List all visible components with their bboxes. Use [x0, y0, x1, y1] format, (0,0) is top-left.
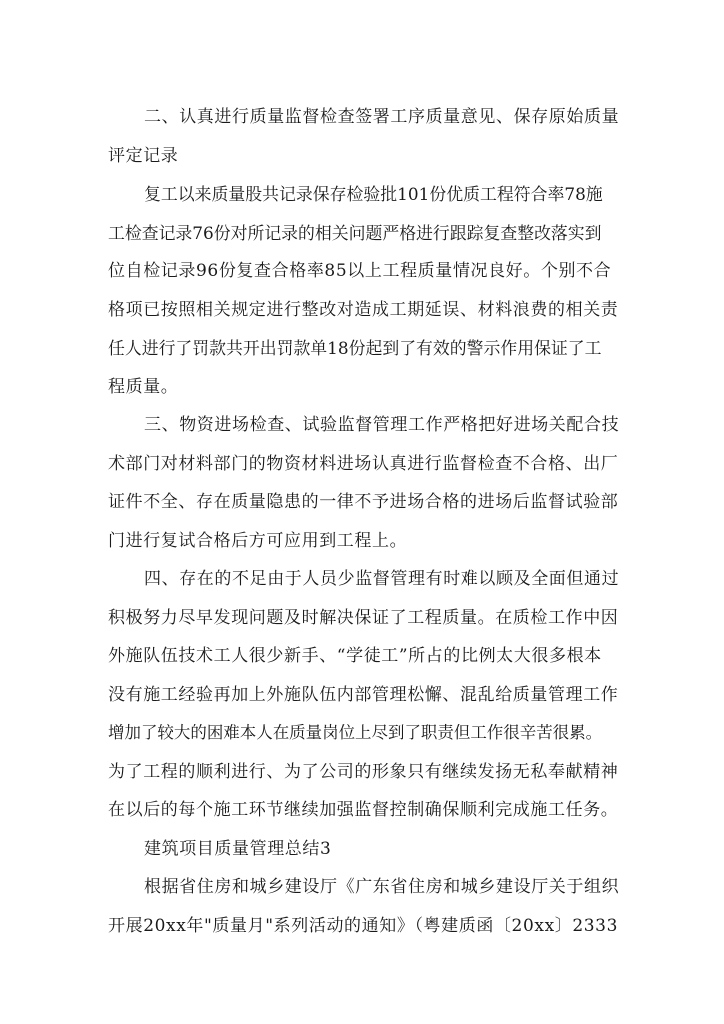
text-line: 门进行复试合格后方可应用到工程上。 [108, 530, 408, 551]
text-line: 没有施工经验再加上外施队伍内部管理松懈、混乱给质量管理工作 [108, 684, 619, 705]
text-line: 四、存在的不足由于人员少监督管理有时难以顾及全面但通过 [144, 569, 620, 589]
text-line: 复工以来质量股共记录保存检验批101份优质工程符合率78施 [144, 184, 603, 204]
document-body [108, 98, 620, 945]
text-line: 增加了较大的困难本人在质量岗位上尽到了职责但工作很辛苦很累。 [108, 723, 603, 742]
text-line: 工检查记录76份对所记录的相关问题严格进行跟踪复查整改落实到 [108, 222, 602, 243]
text-line: 二、认真进行质量监督检查签署工序质量意见、保存原始质量 [144, 107, 620, 127]
text-line: 开展20xx年"质量月"系列活动的通知》（粤建质函〔20xx〕2333 [108, 915, 619, 936]
text-line: 格项已按照相关规定进行整改对造成工期延误、材料浪费的相关责 [108, 299, 619, 320]
text-line: 术部门对材料部门的物资材料进场认真进行监督检查不合格、出厂 [108, 453, 619, 474]
text-line: 任人进行了罚款共开出罚款单18份起到了有效的警示作用保证了工 [108, 338, 602, 358]
text-line: 为了工程的顺利进行、为了公司的形象只有继续发扬无私奉献精神 [108, 761, 619, 782]
text-line: 证件不全、存在质量隐患的一律不予进场合格的进场后监督试验部 [108, 492, 619, 512]
text-line: 评定记录 [108, 145, 179, 166]
text-line: 根据省住房和城乡建设厅《广东省住房和城乡建设厅关于组织 [144, 877, 620, 897]
text-line: 在以后的每个施工环节继续加强监督控制确保顺利完成施工任务。 [108, 800, 619, 820]
text-line: 位自检记录96份复查合格率85以上工程质量情况良好。个别不合 [108, 261, 612, 281]
text-line: 外施队伍技术工人很少新手、“学徒工”所占的比例太大很多根本 [108, 646, 602, 666]
text-line: 建筑项目质量管理总结3 [144, 838, 332, 859]
text-line: 三、物资进场检查、试验监督管理工作严格把好进场关配合技 [144, 415, 620, 435]
text-line: 程质量。 [108, 376, 179, 397]
text-line: 积极努力尽早发现问题及时解决保证了工程质量。在质检工作中因 [108, 607, 619, 628]
